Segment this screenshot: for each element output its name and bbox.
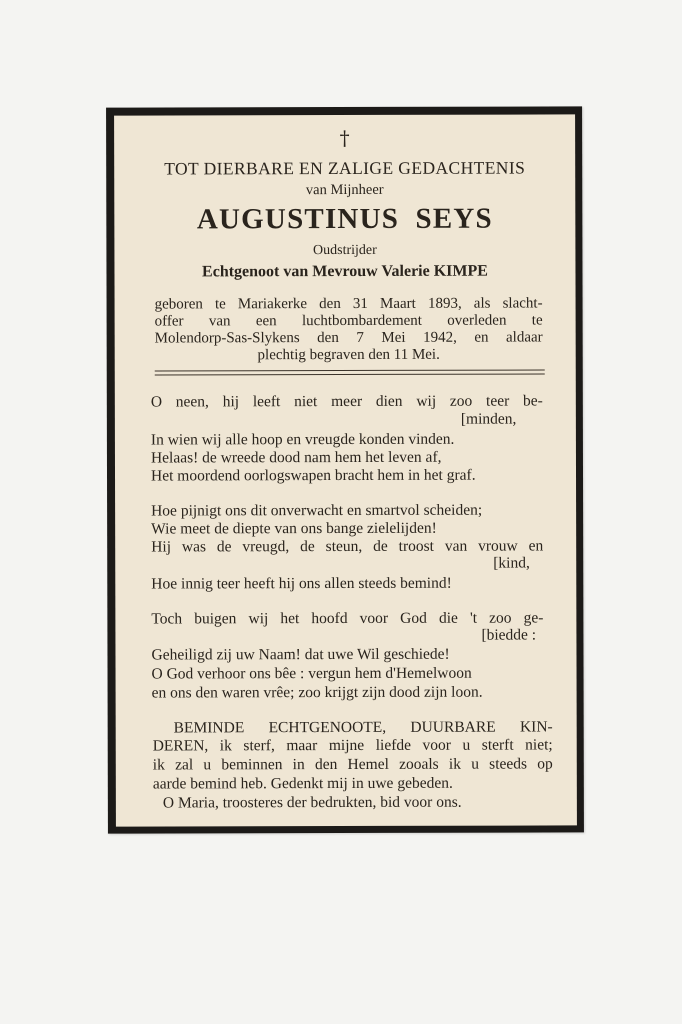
role-title: Oudstrijder: [313, 242, 377, 259]
bio-line-3: Molendorp-Sas-Slykens den 7 Mei 1942, en aldaar: [154, 329, 543, 347]
poem-line: In wien wij alle hoop en vreugde konden vinden.: [150, 430, 455, 449]
card-content: [114, 114, 577, 826]
farewell-line: aarde bemind heb. Gedenkt mij in uwe gebeden.: [152, 774, 453, 793]
poem-line: Helaas! de wreede dood nam hem het leven af,: [150, 448, 442, 467]
poem-line-continuation: [biedde :: [481, 626, 537, 644]
poem-line: O God verhoor ons bêe : vergun hem d'Hemelwoon: [151, 664, 472, 683]
divider-bottom: [155, 373, 545, 375]
poem-line: Hoe pijnigt ons dit onverwacht en smartvol scheiden;: [151, 501, 483, 520]
cross-icon: †: [339, 125, 350, 151]
poem-line: Het moordend oorlogswapen bracht hem in het graf.: [150, 466, 476, 485]
farewell-line: DEREN, ik sterf, maar mijne liefde voor u sterft niet;: [152, 736, 553, 755]
salutation: van Mijnheer: [305, 181, 384, 199]
memorial-card: [106, 106, 584, 833]
poem-line: Hoe innig teer heeft hij ons allen steeds bemind!: [151, 574, 452, 593]
poem-line-continuation: [minden,: [460, 410, 517, 428]
poem-line-continuation: [kind,: [493, 554, 530, 572]
bio-line-2: offer van een luchtbombardement overleden te: [154, 312, 543, 330]
poem-line: O neen, hij leeft niet meer dien wij zoo teer be-: [150, 392, 543, 411]
bio-line-1: geboren te Mariakerke den 31 Maart 1893, als slacht-: [154, 295, 543, 313]
farewell-line: O Maria, troosteres der bedrukten, bid voor ons.: [162, 793, 462, 812]
poem-line: Wie meet de diepte van ons bange zielelijden!: [151, 519, 437, 538]
poem-line: Hij was de vreugd, de steun, de troost van vrouw en: [151, 537, 544, 556]
deceased-name: AUGUSTINUS SEYS: [196, 202, 493, 236]
bio-line-4: plechtig begraven den 11 Mei.: [257, 346, 440, 364]
poem-line: en ons den waren vrêe; zoo krijgt zijn dood zijn loon.: [151, 683, 483, 702]
farewell-line: BEMINDE ECHTGENOOTE, DUURBARE KIN-: [173, 718, 553, 737]
poem-line: Toch buigen wij het hoofd voor God die 't zoo ge-: [151, 609, 544, 628]
farewell-line: ik zal u beminnen in den Hemel zooals ik u steeds op: [152, 755, 553, 774]
spouse-line: Echtgenoot van Mevrouw Valerie KIMPE: [202, 262, 488, 281]
divider-top: [155, 369, 545, 371]
memorial-heading: TOT DIERBARE EN ZALIGE GEDACHTENIS: [164, 157, 526, 179]
poem-line: Geheiligd zij uw Naam! dat uwe Wil geschiede!: [151, 645, 450, 664]
card-paper: [114, 114, 577, 826]
